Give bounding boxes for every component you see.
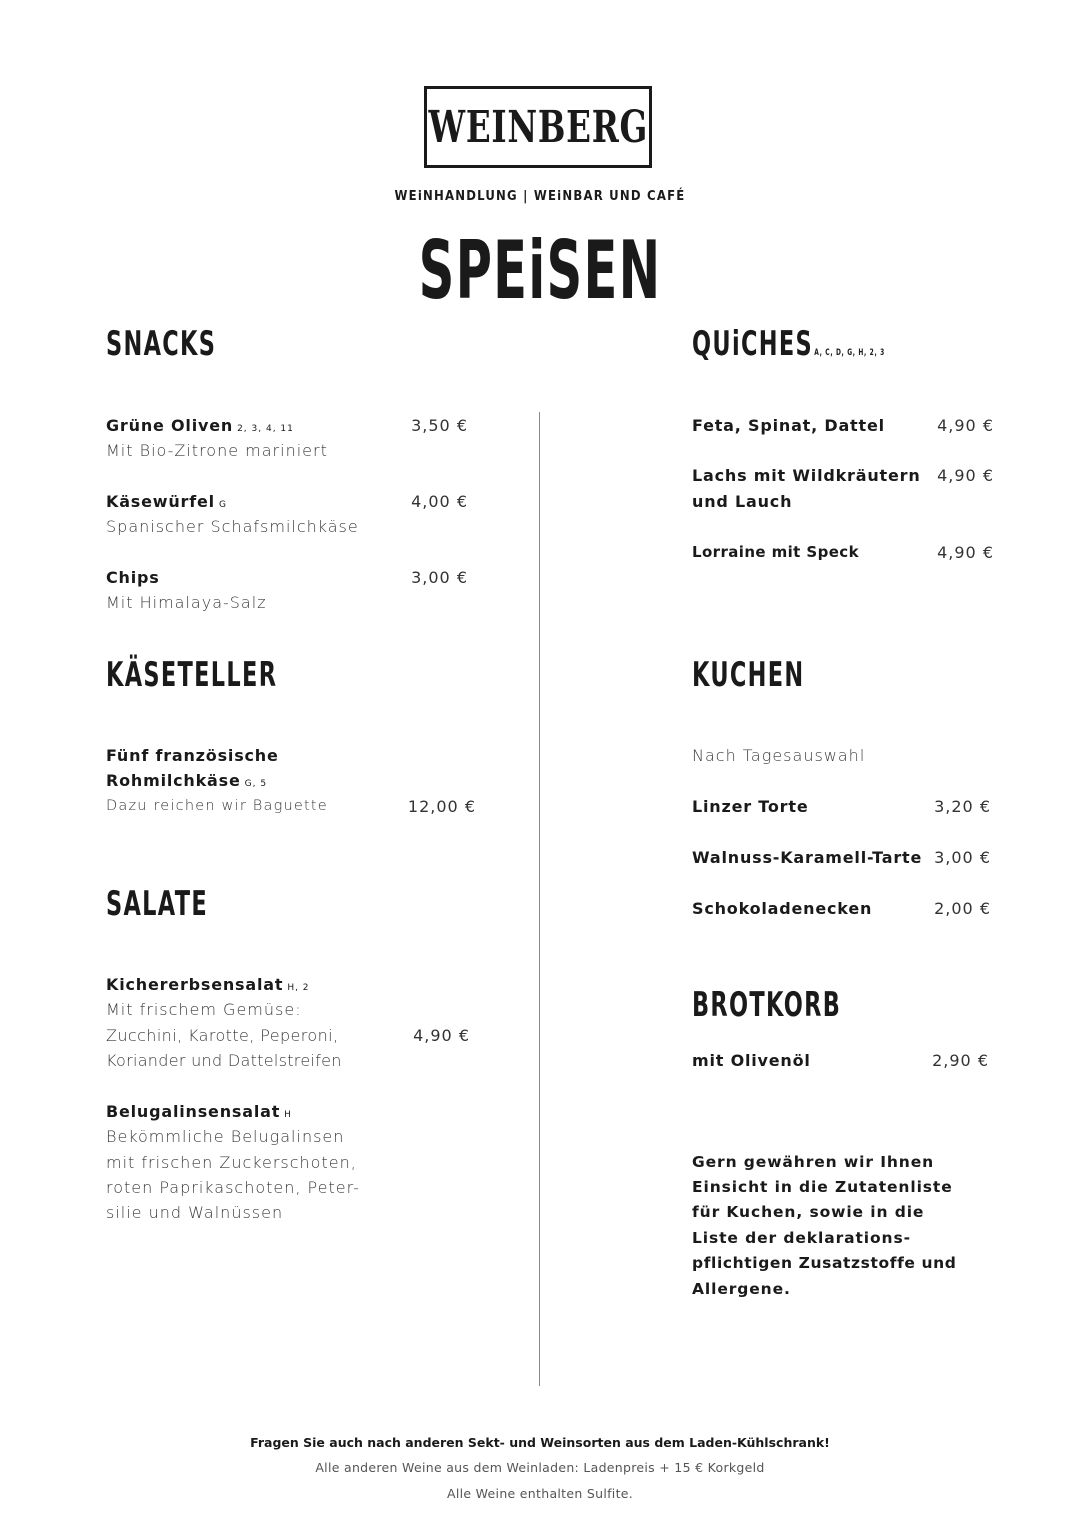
menu-item-price: 3,20 € [934, 797, 991, 816]
menu-item-name: Fünf französische [106, 746, 279, 765]
menu-item-price: 3,50 € [411, 416, 468, 435]
menu-item-price: 4,90 € [937, 466, 994, 485]
allergen-note: für Kuchen, sowie in die [692, 1203, 925, 1221]
menu-item-name: Chips [106, 568, 160, 587]
allergen-note: Liste der deklarations- [692, 1229, 911, 1247]
menu-item-price: 12,00 € [407, 797, 476, 816]
menu-item-name: Kichererbsensalat H, 2 [106, 975, 310, 994]
menu-item-price: 4,00 € [411, 492, 468, 511]
allergen-codes: H [284, 1110, 292, 1120]
tagline: WEiNHANDLUNG | WEiNBAR UND CAFÉ [394, 189, 686, 204]
allergen-codes: 2, 3, 4, 11 [237, 424, 294, 434]
menu-item-name: Rohmilchkäse G, 5 [106, 771, 268, 790]
menu-item-description: Zucchini, Karotte, Peperoni, [106, 1026, 339, 1045]
menu-item-price: 4,90 € [937, 416, 994, 435]
section-title-salate: SALATE [106, 884, 209, 924]
menu-item-price: 4,90 € [413, 1026, 470, 1045]
allergen-note: Einsicht in die Zutatenliste [692, 1178, 953, 1196]
menu-item-description: Koriander und Dattelstreifen [106, 1051, 342, 1070]
menu-item-description: Mit Himalaya-Salz [106, 593, 267, 612]
menu-item-name: Belugalinsensalat H [106, 1102, 292, 1121]
logo [424, 86, 652, 168]
allergen-note: Allergene. [692, 1280, 791, 1298]
menu-item-name: Käsewürfel G [106, 492, 227, 511]
menu-item-price: 2,00 € [934, 899, 991, 918]
section-title-kuchen: KUCHEN [692, 655, 805, 695]
footer-line: Alle anderen Weine aus dem Weinladen: Ladenpreis + 15 € Korkgeld [315, 1460, 765, 1475]
menu-item-description: roten Paprikaschoten, Peter- [106, 1178, 360, 1197]
menu-item-description: Mit frischem Gemüse: [106, 1000, 302, 1019]
allergen-note: pflichtigen Zusatzstoffe und [692, 1254, 957, 1272]
menu-item-name: Grüne Oliven 2, 3, 4, 11 [106, 416, 294, 435]
column-divider [539, 412, 540, 1386]
section-title-quiches: QUiCHESA, C, D, G, H, 2, 3 [692, 324, 885, 364]
section-subtitle: Nach Tagesauswahl [692, 746, 866, 765]
menu-item-name: und Lauch [692, 492, 793, 511]
menu-item-description: Bekömmliche Belugalinsen [106, 1127, 345, 1146]
allergen-note: Gern gewähren wir Ihnen [692, 1153, 935, 1171]
allergen-codes: H, 2 [287, 983, 310, 993]
menu-item-price: 4,90 € [937, 543, 994, 562]
menu-item-description: mit frischen Zuckerschoten, [106, 1153, 357, 1172]
page-title: SPEiSEN [418, 224, 662, 317]
menu-item-description: Dazu reichen wir Baguette [106, 798, 328, 814]
section-title-snacks: SNACKS [106, 324, 217, 364]
menu-item-name: Lorraine mit Speck [692, 543, 859, 561]
allergen-codes: A, C, D, G, H, 2, 3 [814, 348, 885, 358]
menu-item-name: Walnuss-Karamell-Tarte [692, 848, 923, 867]
menu-item-description: silie und Walnüssen [106, 1203, 284, 1222]
menu-item-name: Schokoladenecken [692, 899, 873, 918]
menu-item-name: mit Olivenöl [692, 1051, 811, 1070]
menu-item-name: Lachs mit Wildkräutern [692, 466, 921, 485]
menu-item-price: 2,90 € [932, 1051, 989, 1070]
section-title-kaeseteller: KÄSETELLER [106, 655, 278, 695]
menu-item-name: Feta, Spinat, Dattel [692, 416, 885, 435]
logo-text: WEINBERG [428, 101, 648, 153]
footer-line: Fragen Sie auch nach anderen Sekt- und Weinsorten aus dem Laden-Kühlschrank! [250, 1435, 830, 1450]
allergen-codes: G [218, 500, 227, 510]
menu-item-description: Mit Bio-Zitrone mariniert [106, 441, 328, 460]
section-title-brotkorb: BROTKORB [692, 985, 842, 1025]
menu-item-price: 3,00 € [934, 848, 991, 867]
menu-item-description: Spanischer Schafsmilchkäse [106, 517, 359, 536]
menu-item-name: Linzer Torte [692, 797, 809, 816]
menu-item-price: 3,00 € [411, 568, 468, 587]
allergen-codes: G, 5 [244, 779, 268, 789]
footer-line: Alle Weine enthalten Sulfite. [446, 1486, 634, 1501]
